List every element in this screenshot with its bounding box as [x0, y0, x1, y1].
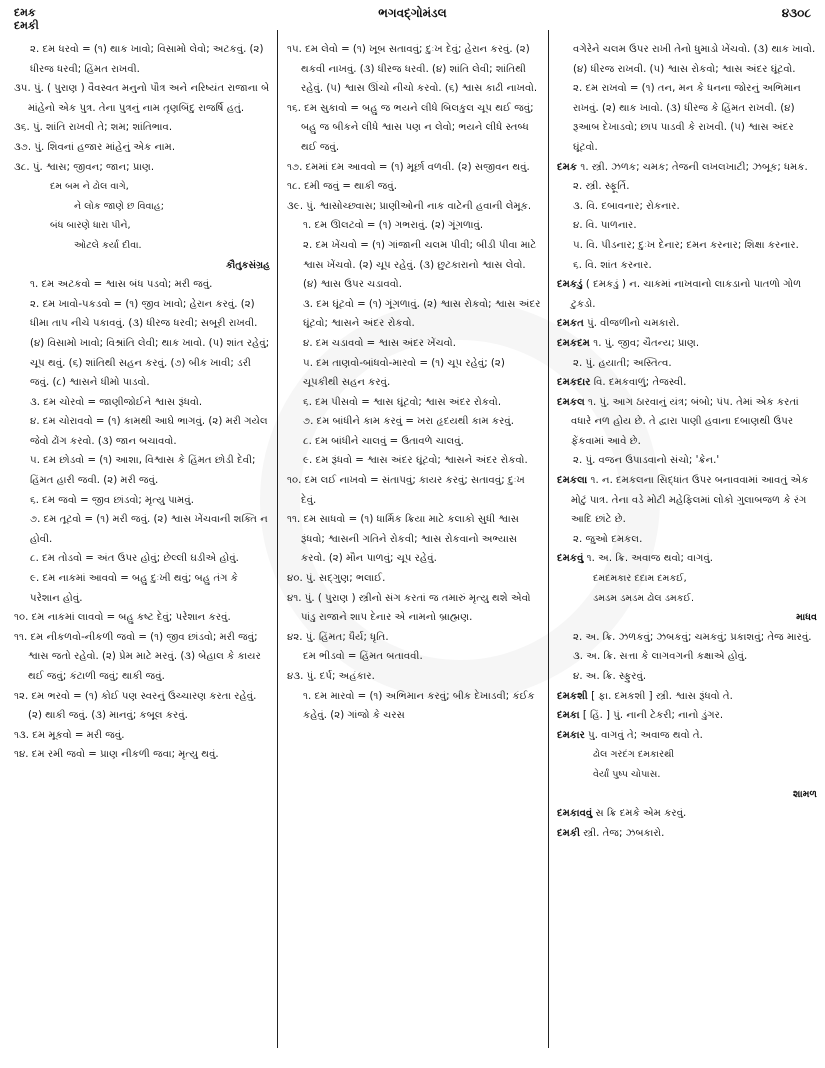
headword: દમકદમ — [557, 337, 590, 349]
verse-line — [14, 197, 270, 217]
dictionary-entry — [557, 334, 817, 354]
entry-text: ઢોલ ગરદંગ દમકારથી — [593, 749, 675, 761]
headword: દમકવું — [557, 553, 584, 565]
headword: દમકા — [557, 710, 580, 722]
entry-text: ૧. દમ ઊલટવો = (૧) ગભરાવું. (૨) ગૂંગળાવું. — [303, 220, 484, 232]
headword: દમકશી — [557, 690, 588, 702]
entry-text: ૧૨. દમ ભરવો = (૧) કોઈ પણ સ્વરનું ઉચ્ચારણ કરતા રહેવું. (૨) થાકી જવું. (૩) માનવું; કબૂલ કરવું. — [14, 690, 257, 722]
column-divider — [548, 30, 549, 1048]
dictionary-entry — [557, 667, 817, 687]
dictionary-entry — [557, 177, 817, 197]
entry-text: ૨. પું. વજન ઉપાડવાનો સંચો; 'ક્રેન.' — [573, 455, 720, 467]
entry-text: ૫. વિ. પીડનાર; દુઃખ દેનાર; દમન કરનાર; શિક્ષા કરનાર. — [573, 239, 799, 251]
entry-text: ૨. સ્ત્રી. સ્ફૂર્તિ. — [573, 181, 630, 193]
column-right — [557, 40, 817, 1062]
entry-text: [ હિં. ] પું. નાની ટેકરી; નાનો ડુંગર. — [579, 710, 724, 722]
entry-text: વેર્યાં પુષ્પ ચોપાસ. — [593, 768, 661, 780]
entry-text: ડમડમ ડમડમ ઢોલ ડમકઈ. — [593, 592, 694, 604]
verse-line — [14, 236, 270, 256]
column-divider — [277, 30, 278, 1048]
entry-text: ૧૮. દમી જવું = થાકી જવું. — [287, 181, 397, 193]
citation-source: શામળ — [792, 788, 817, 800]
dictionary-entry — [557, 471, 817, 530]
dictionary-entry — [14, 628, 270, 687]
entry-text: ૪. દમ ચોરાવવો = (૧) કામથી આઘે ભાગવું. (૨) મરી ગયેલ જેવો ઢોંગ કરવો. (૩) જાન બચાવવો. — [30, 416, 268, 447]
dictionary-entry — [287, 99, 543, 158]
dictionary-entry — [287, 510, 543, 569]
entry-text: ૧. દમ અટકવો = શ્વાસ બંધ પડવો; મરી જવું. — [30, 279, 213, 291]
dictionary-entry — [14, 745, 270, 765]
dictionary-entry — [287, 197, 543, 217]
entry-text: ૪. વિ. પાળનાર. — [573, 220, 637, 232]
dictionary-entry — [557, 373, 817, 393]
dictionary-entry — [287, 647, 543, 667]
entry-text: ૧૬. દમ સુકાવો = બહુ જ ભયને લીધે બિલકુલ ચૂપ થઈ જવું; બહુ જ બીકને લીધે શ્વાસ પણ ન લેવો; ભયને લીધે સ્તબ્ધ થઈ જવું. — [287, 102, 534, 153]
dictionary-entry — [14, 393, 270, 413]
dictionary-entry — [287, 569, 543, 589]
page-header — [0, 6, 825, 36]
entry-text: ૧૧. દમ નીકળવો-નીકળી જવો = (૧) જીવ છાંડવો; મરી જવું; શ્વાસ જતો રહેવો. (૨) પ્રેમ માટે મરવું. (૩) બેહાલ કે કાયર થઈ જવું; કંટાળી જવું; થાકી જવું. — [14, 631, 261, 682]
entry-text: ૩. વિ. દબાવનાર; રોકનાર. — [573, 200, 680, 212]
dictionary-entry — [287, 432, 543, 452]
verse-line — [557, 569, 817, 589]
entry-text: ૩૬. પું. શાંતિ રાખવી તે; શમ; શાંતિભાવ. — [14, 122, 173, 134]
entry-text: વગેરેને ચલમ ઉપર રાખી તેનો ધુમાડો ખેંચવો. (૩) થાક ખાવો. (૪) ધીરજ રાખવી. (૫) શ્વાસ રોકવો; શ્વાસ અંદર ઘૂંટવો. — [573, 44, 816, 75]
citation-source: માધવ — [796, 612, 817, 624]
entry-text: ૨. દમ ખેંચવો = (૧) ગાંજાની ચલમ પીવી; બીડી પીવા માટે શ્વાસ ખેંચવો. (૨) ચૂપ રહેવું. (૩) છુટકારાનો શ્વાસ લેવો. (૪) શ્વાસ ઉપર ચડાવવો. — [303, 239, 537, 291]
dictionary-entry — [287, 216, 543, 236]
entry-text: ૨. દમ રાખવો = (૧) તન, મન કે ધનના જોરનું અભિમાન રાખવું. (૨) થાક ખાવો. (૩) ધીરજ કે હિંમત રાખવી. (૪) રૂઆબ દેખાડવો; છાપ પાડવી કે રાખવી. (૫) શ્વાસ અંદર ઘૂંટવો. — [573, 83, 801, 153]
verse-line — [14, 216, 270, 236]
dictionary-entry — [557, 79, 817, 157]
verse-line — [557, 765, 817, 785]
entry-text: ૧. સ્ત્રી. ઝળક; ચમક; તેજની લખલખાટી; ઝબૂક; ધમક. — [577, 161, 808, 173]
dictionary-entry — [557, 549, 817, 569]
entry-text: દમ ભીડવો = હિંમત બતાવવી. — [303, 651, 423, 663]
entry-text: ૩. દમ ચોરવો = જાણીજોઈને શ્વાસ રૂંધવો. — [30, 396, 203, 408]
dictionary-entry — [287, 412, 543, 432]
entry-text: ૭. દમ બાંધીને કામ કરવું = ખરા હૃદયથી કામ કરવું. — [303, 416, 514, 428]
dictionary-entry — [287, 177, 543, 197]
dictionary-entry — [557, 197, 817, 217]
entry-text: ૧૫. દમ લેવો = (૧) ખૂબ સતાવવું; દુઃખ દેવું; હેરાન કરવું. (૨) થકવી નાખવું. (૩) ધીરજ ધરવી. (૪) શાંતિ લેવી; શાંતિથી રહેવું. (૫) શ્વાસ ઊંચો નીચો કરવો. (૬) શ્વાસ કાઢી નાખવો. — [287, 44, 538, 95]
headword: દમકત — [557, 318, 584, 330]
headword: દમકાર — [557, 729, 585, 741]
dictionary-entry — [14, 79, 270, 118]
dictionary-entry — [287, 158, 543, 178]
entry-text: બંધ બારણે ધારા પીને, — [50, 220, 131, 232]
dictionary-entry — [14, 295, 270, 393]
entry-text: ને લોક જાણે છ વિવાહ; — [74, 200, 164, 212]
guide-word-first: દમક — [14, 6, 36, 19]
column-left — [14, 40, 270, 1062]
entry-text: ૧. પું. જીવ; ચૈતન્ય; પ્રાણ. — [589, 337, 700, 349]
dictionary-entry — [287, 334, 543, 354]
dictionary-entry — [14, 608, 270, 628]
entry-text: ૬. દમ પીસવો = શ્વાસ ઘૂંટવો; શ્વાસ અંદર રોકવો. — [303, 396, 502, 408]
dictionary-entry — [557, 275, 817, 314]
entry-text: ૭. દમ તૂટવો = (૧) મરી જવું. (૨) શ્વાસ ખેંચવાની શક્તિ ન હોવી. — [30, 514, 268, 545]
entry-text: [ ફા. દમકશી ] સ્ત્રી. શ્વાસ રૂંધવો તે. — [587, 690, 733, 702]
headword: દમકી — [557, 827, 580, 839]
dictionary-entry — [14, 138, 270, 158]
dictionary-entry — [14, 569, 270, 608]
entry-text: ૫. દમ છોડવો = (૧) આશા, વિશ્વાસ કે હિંમત છોડી દેવી; હિંમત હારી જવી. (૨) મરી જવું. — [30, 455, 256, 487]
dictionary-entry — [14, 118, 270, 138]
dictionary-entry — [287, 40, 543, 99]
dictionary-entry — [287, 687, 543, 726]
entry-text: ૩૭. પું. શિવનાં હજાર માંહેનું એક નામ. — [14, 141, 176, 153]
dictionary-entry — [557, 40, 817, 79]
entry-text: ૧૭. દમમાં દમ આવવો = (૧) મૂર્છા વળવી. (૨) સજીવન થવું. — [287, 161, 530, 173]
dictionary-entry — [287, 295, 543, 334]
dictionary-entry — [557, 628, 817, 648]
entry-text: ઓટલે કર્યા દીવા. — [74, 239, 142, 251]
entry-text: ૧. પું. આગ ઠારવાનું યંત્ર; બંબો; પંપ. તેમાં એક કરતાં વધારે નળ હોય છે. તે દ્વારા પાણી હવાના દબાણથી ઉપર ફેંકવામાં આવે છે. — [571, 396, 799, 447]
dictionary-entry — [287, 393, 543, 413]
entry-text: પું. વીજળીનો ચમકારો. — [583, 318, 680, 330]
dictionary-entry — [14, 510, 270, 549]
entry-text: દમદમકાર દદામ દમકઈ, — [593, 573, 687, 585]
citation-source — [14, 256, 270, 276]
dictionary-entry — [287, 471, 543, 510]
entry-text: ૨. દમ ધરવો = (૧) થાક ખાવો; વિસામો લેવો; અટકવું. (૨) ધીરજ ધરવી; હિંમત રાખવી. — [30, 44, 264, 75]
dictionary-entry — [557, 216, 817, 236]
dictionary-entry — [14, 451, 270, 490]
dictionary-entry — [14, 40, 270, 79]
verse-line — [557, 589, 817, 609]
entry-text: સ ક્રિ દમકે એમ કરવું. — [592, 808, 687, 820]
dictionary-entry — [14, 158, 270, 178]
entry-text: ૪૨. પું. હિંમત; ધૈર્ય; ધૃતિ. — [287, 631, 389, 643]
dictionary-entry — [287, 628, 543, 648]
entry-text: ૯. દમ રૂંધવો = શ્વાસ અંદર ઘૂંટવો; શ્વાસને અંદર રોકવો. — [303, 455, 528, 467]
entry-text: દમ બમ ને ઢોલ વાગે, — [50, 181, 129, 193]
entry-text: ૫. દમ તાણવો-બાંધવો-મારવો = (૧) ચૂપ રહેવું; (૨) ચૂપકીથી સહન કરવું. — [303, 357, 505, 389]
entry-text: ૧૩. દમ મૂકવો = મરી જવું. — [14, 729, 125, 741]
entry-text: ૧. ન. દમકલના સિદ્ધાંત ઉપર બનાવવામાં આવતું એક મોટું પાત્ર. તેના વડે મોટી મહેફિલમાં લોકો ગુલાબજળ કે રંગ આદિ છાંટે છે. — [571, 475, 809, 526]
dictionary-entry — [557, 158, 817, 178]
verse-line — [14, 177, 270, 197]
dictionary-entry — [557, 354, 817, 374]
dictionary-entry — [14, 491, 270, 511]
dictionary-title: ભગવદ્ગોમંડલ — [378, 6, 447, 20]
entry-text: ૯. દમ નાકમાં આવવો = બહુ દુઃખી થવું; બહુ તંગ કે પરેશાન હોવું. — [30, 573, 238, 604]
dictionary-entry — [557, 530, 817, 550]
entry-text: ( દમકડું ) ન. ચાકમાં નાખવાનો લાકડાનો પાતળો ગોળ ટુકડો. — [571, 279, 802, 310]
headword: દમકડું — [557, 279, 583, 291]
dictionary-entry — [287, 667, 543, 687]
entry-text: ૬. વિ. શાંત કરનાર. — [573, 259, 652, 271]
headword: દમકલા — [557, 475, 588, 487]
entry-text: પુ. વાગવું તે; અવાજ થવો તે. — [584, 729, 703, 741]
dictionary-entry — [557, 314, 817, 334]
entry-text: ૨. દમ ખાવો-પકડવો = (૧) જીવ ખાવો; હેરાન કરવું. (૨) ધીમા તાપ નીચે પકાવવું. (૩) ધીરજ ધરવી; સબૂરી રાખવી. (૪) વિસામો ખાવો; વિશ્રાંતિ લેવી; થાક ખાવો. (૫) શાંત રહેવું; ચૂપ થવું. (૬) શાંતિથી સહન કરવું. (૭) બીક ખાવી; ડરી જવું. (૮) શ્વાસને ધીમો પાડવો. — [30, 298, 270, 389]
entry-text: ૩૮. પું. શ્વાસ; જીવન; જાન; પ્રાણ. — [14, 161, 155, 173]
entry-text: ૧૧. દમ સાધવો = (૧) ધાર્મિક ક્રિયા માટે કલાકો સુધી શ્વાસ રૂંધવો; શ્વાસની ગતિને રોકવી; શ્વાસ રોકવાનો અભ્યાસ કરવો. (૨) મૌન પાળવું; ચૂપ રહેવું. — [287, 514, 520, 565]
dictionary-entry — [14, 726, 270, 746]
dictionary-entry — [557, 687, 817, 707]
entry-text: ૩. દમ ઘૂંટવો = (૧) ગૂંગળાવું. (૨) શ્વાસ રોકવો; શ્વાસ અંદર ઘૂંટવો; શ્વાસને અંદર રોકવો. — [303, 298, 541, 330]
entry-text: ૮. દમ તોડવો = અંત ઉપર હોવું; છેલ્લી ઘડીએ હોવું. — [30, 553, 239, 565]
entry-text: કૌતુકસંગ્રહ — [226, 259, 270, 271]
entry-text: ૪. દમ ચડાવવો = શ્વાસ અંદર ખેંચવો. — [303, 337, 456, 349]
entry-text: ૨. જુઓ દમકલ. — [573, 533, 643, 545]
dictionary-entry — [557, 824, 817, 844]
column-middle — [287, 40, 543, 1062]
entry-text: ૬. દમ જવો = જીવ છાંડવો; મૃત્યુ પામવું. — [30, 494, 194, 506]
dictionary-entry — [14, 687, 270, 726]
dictionary-entry — [557, 256, 817, 276]
dictionary-entry — [14, 275, 270, 295]
entry-text: ૧. અ. ક્રિ. અવાજ થવો; વાગવું. — [583, 553, 714, 565]
page-number: ૪૩૦૮ — [781, 6, 811, 20]
dictionary-entry — [287, 236, 543, 295]
dictionary-entry — [557, 236, 817, 256]
dictionary-entry — [287, 589, 543, 628]
entry-text: ૩. અ. ક્રિ. સત્તા કે લાગવગની કક્ષાએ હોવું. — [573, 651, 748, 663]
entry-text: ૪. અ. ક્રિ. સ્ફુરવું. — [573, 671, 647, 682]
dictionary-entry — [287, 451, 543, 471]
entry-text: ૩૯. પું. શ્વાસોચ્છ્વાસ; પ્રાણીઓની નાક વાટેની હવાની લેમૂક. — [287, 200, 532, 212]
headword: દમકદાર — [557, 377, 591, 389]
dictionary-entry — [557, 647, 817, 667]
dictionary-entry — [557, 804, 817, 824]
entry-text: ૧૦. દમ લઈ નાખવો = સંતાપવું; કાયર કરવું; સતાવવું; દુઃખ દેવું. — [287, 475, 525, 506]
entry-text: વિ. દમકવાળું; તેજસ્વી. — [590, 377, 687, 389]
dictionary-entry — [557, 706, 817, 726]
entry-text: ૩૫. પું. ( પુરાણ ) વૈવસ્વત મનુનો પૌત્ર અને નરિષ્યંત રાજાના બે માંહેનો એક પુત્ર. તેના પુત્રનું નામ તૃણબિંદુ રાજર્ષિ હતું. — [14, 83, 270, 114]
entry-text: ૪૧. પું. ( પુરાણ ) સ્ત્રીનો સંગ કરતાં જ તમારું મૃત્યુ થશે એવો પાંડુ રાજાને શાપ દેનાર એ નામનો બ્રાહ્મણ. — [287, 592, 531, 624]
dictionary-entry — [557, 393, 817, 452]
entry-text: ૪૦. પું. સદ્ગુણ; ભલાઈ. — [287, 573, 386, 585]
headword: દમકાવવું — [557, 808, 593, 820]
entry-text: ૧૪. દમ રમી જવો = પ્રાણ નીકળી જવા; મૃત્યુ થવું. — [14, 749, 219, 761]
dictionary-entry — [287, 354, 543, 393]
entry-text: ૨. પું. હયાતી; અસ્તિત્વ. — [573, 357, 672, 369]
entry-text: ૧૦. દમ નાકમાં લાવવો = બહુ કષ્ટ દેવું; પરેશાન કરવું. — [14, 612, 231, 624]
verse-line — [557, 745, 817, 765]
headword: દમકલ — [557, 396, 585, 408]
dictionary-entry — [557, 451, 817, 471]
entry-text: સ્ત્રી. તેજ; ઝબકારો. — [580, 827, 665, 839]
dictionary-entry — [14, 549, 270, 569]
dictionary-entry — [14, 412, 270, 451]
entry-text: ૮. દમ બાંધીને ચાલવું = ઉતાવળે ચાલવું. — [303, 435, 464, 447]
entry-text: ૨. અ. ક્રિ. ઝળકવું; ઝબકવું; ચમકવું; પ્રકાશવું; તેજ મારવું. — [573, 631, 812, 643]
guide-word-last: દમકી — [14, 19, 39, 32]
entry-text: ૪૩. પું. દર્પ; અહંકાર. — [287, 671, 375, 682]
entry-text: ૧. દમ મારવો = (૧) અભિમાન કરવું; બીક દેખાડવી; કંઈક કહેવું. (૨) ગાંજો કે ચરસ — [303, 690, 535, 722]
headword: દમક — [557, 161, 578, 173]
dictionary-entry — [557, 726, 817, 746]
